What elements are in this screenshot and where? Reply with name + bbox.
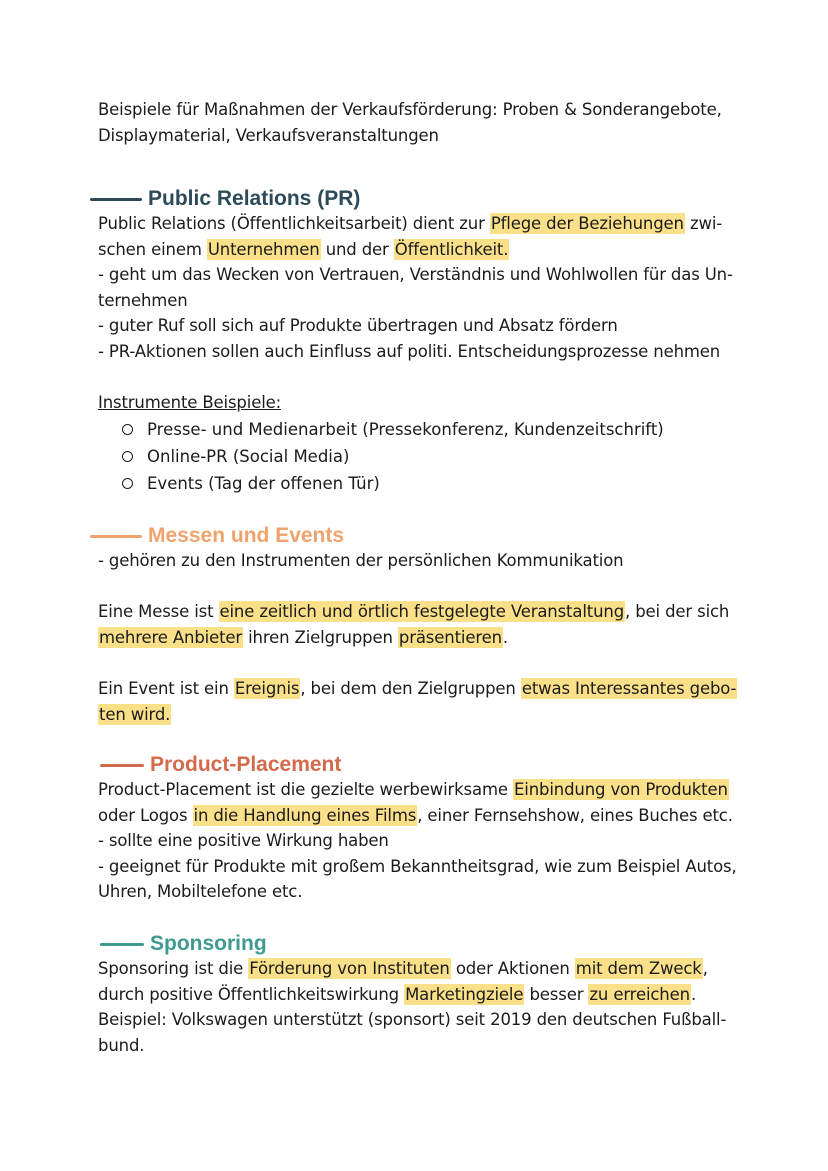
heading-text: Sponsoring — [150, 932, 267, 955]
list-item — [122, 416, 664, 443]
sp-line-3: Beispiel: Volkswagen unterstützt (sponsort) seit 2019 den deutschen Fußball- — [98, 1010, 727, 1029]
list-item-text: Presse- und Medienarbeit (Pressekonferenz, Kundenzeitschrift) — [147, 420, 664, 439]
highlight: zu erreichen — [589, 984, 690, 1004]
instrumente-label-block — [98, 390, 738, 416]
list-item — [122, 443, 664, 470]
text: durch positive Öffentlichkeitswirkung — [98, 984, 405, 1004]
section-heading-product-placement — [90, 752, 341, 778]
circle-bullet-icon — [122, 424, 133, 435]
heading-text: Public Relations (PR) — [148, 187, 361, 210]
text: , bei dem den Zielgruppen — [300, 679, 521, 698]
circle-bullet-icon — [122, 451, 133, 462]
event-def-line-2 — [98, 702, 738, 728]
section-heading-sponsoring — [90, 931, 267, 957]
highlight: ten wird. — [99, 704, 171, 724]
list-item — [122, 470, 664, 497]
pr-line-3: - geht um das Wecken von Vertrauen, Verständnis und Wohlwollen für das Un- — [98, 265, 733, 284]
highlight: mehrere Anbieter — [99, 627, 243, 647]
text: ihren Zielgruppen — [243, 627, 398, 647]
text: . — [502, 627, 509, 647]
text: und der — [320, 239, 394, 259]
messe-def-line-2 — [98, 625, 738, 651]
sp-line-1 — [98, 956, 738, 982]
text: . — [690, 984, 697, 1004]
pr-line-4: ternehmen — [98, 290, 188, 310]
messe-def-line-1 — [98, 599, 738, 625]
instrumente-list — [122, 416, 664, 497]
text: , einer Fernsehshow, eines Buches etc. — [417, 805, 733, 825]
heading-text: Product-Placement — [150, 753, 342, 776]
messe-definition — [98, 599, 738, 650]
pp-line-5: Uhren, Mobiltelefone etc. — [98, 882, 303, 901]
highlight: Marketingziele — [405, 984, 524, 1004]
pr-line-1 — [98, 211, 738, 237]
pp-line-3: - sollte eine positive Wirkung haben — [98, 831, 389, 850]
sp-line-4: bund. — [98, 1035, 145, 1055]
highlight: etwas Interessantes gebo- — [521, 679, 737, 698]
highlight: Pflege der Beziehungen — [490, 214, 684, 233]
highlight: in die Handlung eines Films — [193, 805, 417, 825]
pr-paragraph — [98, 211, 738, 364]
intro-line-2: Displaymaterial, Verkaufsveranstaltungen — [98, 125, 439, 145]
heading-dash — [100, 943, 144, 946]
pp-line-4: - geeignet für Produkte mit großem Bekanntheitsgrad, wie zum Beispiel Autos, — [98, 856, 737, 876]
text: Eine Messe ist — [98, 602, 219, 621]
text: Product-Placement ist die gezielte werbewirksame — [98, 780, 513, 799]
section-heading-pr — [90, 186, 360, 212]
list-item-text: Events (Tag der offenen Tür) — [147, 474, 380, 493]
messe-intro — [98, 548, 738, 574]
heading-text: Messen und Events — [148, 524, 345, 547]
heading-dash — [90, 198, 142, 201]
heading-dash — [90, 535, 142, 538]
text: schen einem — [98, 239, 207, 259]
highlight: eine zeitlich und örtlich festgelegte Veranstaltung — [219, 602, 625, 621]
highlight: Einbindung von Produkten — [514, 780, 728, 799]
event-definition — [98, 676, 738, 727]
list-item-text: Online-PR (Social Media) — [147, 447, 350, 466]
text: oder Aktionen — [450, 959, 575, 978]
text: , bei der sich — [625, 602, 730, 621]
section-heading-messen — [90, 523, 344, 549]
instrumente-label: Instrumente Beispiele: — [98, 393, 282, 412]
intro-paragraph — [98, 97, 738, 148]
pp-line-1 — [98, 777, 738, 803]
sp-line-2 — [98, 982, 738, 1008]
circle-bullet-icon — [122, 478, 133, 489]
text: besser — [524, 984, 589, 1004]
text: Ein Event ist ein — [98, 679, 234, 698]
pr-line-6: - PR-Aktionen sollen auch Einfluss auf politi. Entscheidungsprozesse nehmen — [98, 341, 721, 361]
text: , — [702, 959, 708, 978]
pr-line-2 — [98, 237, 738, 263]
messe-line-1: - gehören zu den Instrumenten der persönlichen Kommunikation — [98, 551, 624, 570]
highlight: Unternehmen — [207, 239, 320, 259]
pp-line-2 — [98, 803, 738, 829]
text: Sponsoring ist die — [98, 959, 249, 978]
highlight: Förderung von Instituten — [249, 959, 450, 978]
text: zwi- — [684, 214, 723, 233]
intro-line-1: Beispiele für Maßnahmen der Verkaufsförderung: Proben & Sonderangebote, — [98, 100, 722, 119]
event-def-line-1 — [98, 676, 738, 702]
highlight: präsentieren — [398, 627, 502, 647]
highlight: mit dem Zweck — [575, 959, 702, 978]
highlight: Ereignis — [234, 679, 300, 698]
highlight: Öffentlichkeit. — [394, 239, 509, 259]
text: oder Logos — [98, 805, 193, 825]
pr-line-5: - guter Ruf soll sich auf Produkte übertragen und Absatz fördern — [98, 316, 618, 335]
heading-dash — [100, 764, 144, 767]
pp-paragraph — [98, 777, 738, 905]
sp-paragraph — [98, 956, 738, 1058]
text: Public Relations (Öffentlichkeitsarbeit) dient zur — [98, 214, 490, 233]
